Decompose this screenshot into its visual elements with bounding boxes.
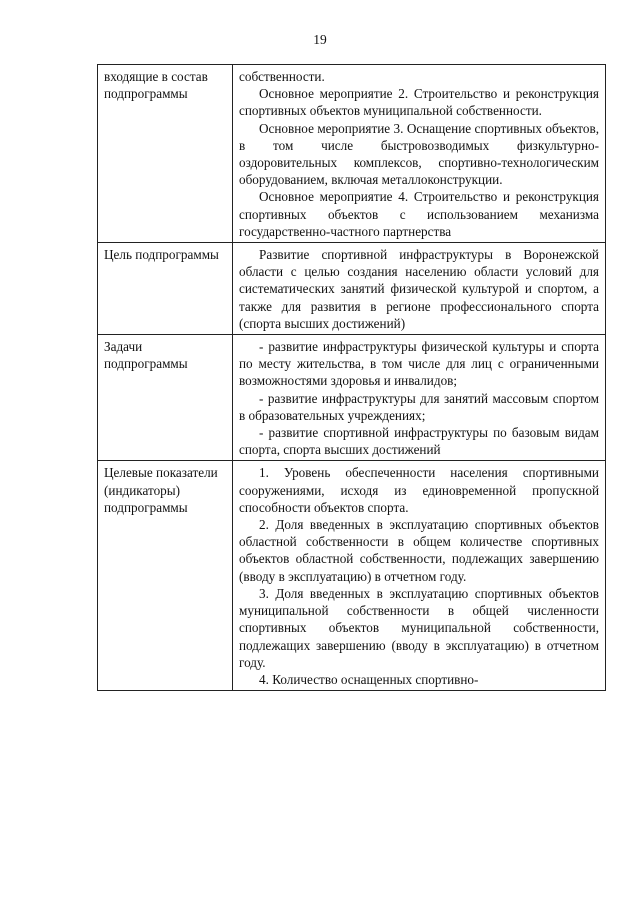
page-number: 19 — [313, 32, 327, 47]
row-label: Цель подпрограммы — [98, 243, 233, 335]
row-content — [233, 461, 606, 691]
paragraph: Основное мероприятие 4. Строительство и реконструкция спортивных объектов с использованием механизма государственно-частного партнерства — [239, 189, 599, 239]
row-label: входящие в состав подпрограммы — [98, 65, 233, 243]
paragraph: 1. Уровень обеспеченности населения спортивными сооружениями, исходя из единовременной пропускной способности объектов спорта. — [239, 465, 599, 515]
paragraph: 2. Доля введенных в эксплуатацию спортивных объектов областной собственности в общем количестве спортивных объектов областной собственности, подлежащих завершению (вводу в эксплуатацию) в отчетном году. — [239, 517, 599, 584]
table-row-tasks — [98, 335, 606, 461]
paragraph: 3. Доля введенных в эксплуатацию спортивных объектов муниципальной собственности в общей численности спортивных объектов муниципальной собственности, подлежащих завершению (вводу в эксплуатацию) в отчетном году. — [239, 585, 599, 670]
row-label: Задачи подпрограммы — [98, 335, 233, 461]
table-row-indicators — [98, 461, 606, 691]
paragraph: 4. Количество оснащенных спортивно- — [259, 671, 479, 687]
table-row-goal — [98, 243, 606, 335]
row-content — [233, 243, 606, 335]
table-row-activities — [98, 65, 606, 243]
row-label: Целевые показатели (индикаторы) подпрограммы — [98, 461, 233, 691]
paragraph: Развитие спортивной инфраструктуры в Воронежской области с целью создания населению области условий для систематических занятий физической культурой и спортом, а также для развития в регионе профессионального спорта (спорта высших достижений) — [239, 247, 599, 331]
paragraph: - развитие спортивной инфраструктуры по базовым видам спорта, спорта высших достижений — [239, 425, 599, 458]
row-content — [233, 335, 606, 461]
row-content — [233, 65, 606, 243]
paragraph: - развитие инфраструктуры для занятий массовым спортом в образовательных учреждениях; — [239, 390, 599, 423]
paragraph: Основное мероприятие 3. Оснащение спортивных объектов, в том числе быстровозводимых физкультурно-оздоровительных комплексов, спортивно-технологическим оборудованием, включая металлоконструкции. — [239, 120, 599, 188]
paragraph: Основное мероприятие 2. Строительство и реконструкция спортивных объектов муниципальной собственности. — [239, 86, 599, 119]
paragraph: собственности. — [239, 69, 325, 84]
paragraph: - развитие инфраструктуры физической культуры и спорта по месту жительства, в том числе для лиц с ограниченными возможностями здоровья и инвалидов; — [239, 339, 599, 389]
subprogram-passport-table — [97, 64, 606, 691]
